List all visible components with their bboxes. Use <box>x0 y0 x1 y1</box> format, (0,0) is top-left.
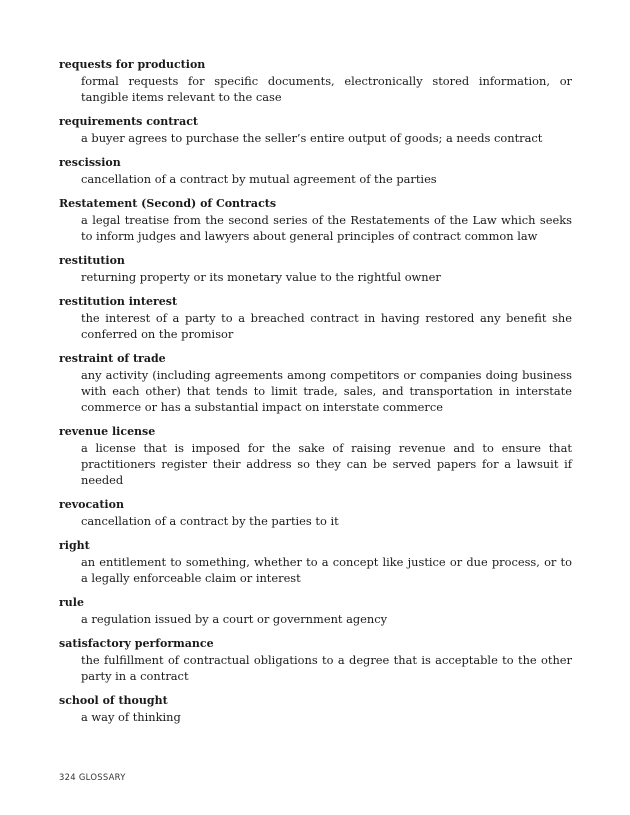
glossary-entry <box>59 351 572 415</box>
glossary-entry <box>59 595 572 627</box>
glossary-definition: formal requests for specific documents, electronically stored information, or tangible items relevant to the case <box>81 73 572 104</box>
glossary-entry <box>59 294 572 342</box>
glossary-definition: a way of thinking <box>81 709 181 724</box>
glossary-entry <box>59 114 572 146</box>
glossary-definition: a regulation issued by a court or government agency <box>81 611 388 626</box>
glossary-definition: the interest of a party to a breached contract in having restored any benefit she conferred on the promisor <box>81 310 572 341</box>
glossary-term: satisfactory performance <box>59 637 214 650</box>
glossary-term: restitution interest <box>59 295 178 308</box>
glossary-entry <box>59 636 572 684</box>
glossary-term: school of thought <box>59 694 168 707</box>
glossary-term: rescission <box>59 156 121 169</box>
glossary-term: revenue license <box>59 425 156 438</box>
glossary-term: rule <box>59 596 84 609</box>
glossary-definition: any activity (including agreements among competitors or companies doing business with each other) that tends to limit trade, sales, and transportation in interstate commerce or has a substantial impact on interstate commerce <box>81 367 572 414</box>
glossary-term: restitution <box>59 254 125 267</box>
glossary-term: right <box>59 539 90 552</box>
glossary-definition: returning property or its monetary value to the rightful owner <box>81 269 441 284</box>
glossary-entry <box>59 538 572 586</box>
glossary-definition: the fulfillment of contractual obligations to a degree that is acceptable to the other party in a contract <box>81 652 572 683</box>
glossary-entry <box>59 155 572 187</box>
glossary-definition: a legal treatise from the second series of the Restatements of the Law which seeks to inform judges and lawyers about general principles of contract common law <box>81 212 572 243</box>
glossary-definition: cancellation of a contract by the parties to it <box>81 513 339 528</box>
glossary-entry <box>59 57 572 105</box>
glossary-definition: a license that is imposed for the sake of raising revenue and to ensure that practitioners register their address so they can be served papers for a lawsuit if needed <box>81 440 572 487</box>
glossary-entry <box>59 424 572 488</box>
glossary-entry <box>59 497 572 529</box>
glossary-entry <box>59 253 572 285</box>
glossary-definition: an entitlement to something, whether to a concept like justice or due process, or to a legally enforceable claim or interest <box>81 554 572 585</box>
page-number: 324 <box>59 772 76 782</box>
glossary-term: requirements contract <box>59 115 199 128</box>
glossary-entry <box>59 693 572 725</box>
glossary-term: Restatement (Second) of Contracts <box>59 197 277 210</box>
glossary-term: requests for production <box>59 58 206 71</box>
glossary-definition: cancellation of a contract by mutual agreement of the parties <box>81 171 437 186</box>
footer-section-title: GLOSSARY <box>78 772 126 782</box>
glossary-entry <box>59 196 572 244</box>
glossary-term: revocation <box>59 498 124 511</box>
glossary-definition: a buyer agrees to purchase the seller’s entire output of goods; a needs contract <box>81 130 543 145</box>
page-footer <box>59 772 126 782</box>
glossary-term: restraint of trade <box>59 352 166 365</box>
glossary-page <box>59 57 572 734</box>
